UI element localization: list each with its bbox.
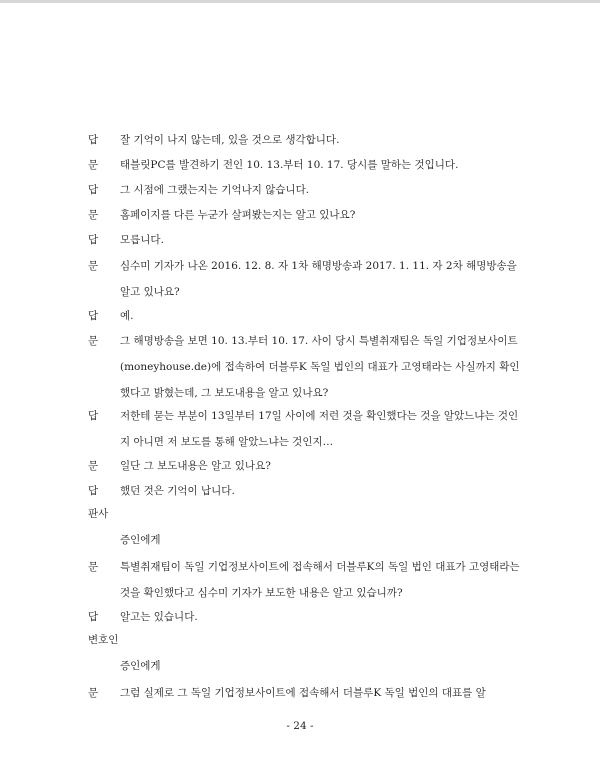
qa-line [88,253,528,305]
qa-line [88,453,528,479]
qa-text: 그 시점에 그랬는지는 기억나지 않습니다. [120,184,310,196]
qa-text: 모릅니다. [120,234,164,246]
qa-role: 문 [88,561,99,573]
qa-text: 그럼 실제로 그 독일 기업정보사이트에 접속해서 더블루K 독일 법인의 대표를 알 [120,687,486,699]
judge-addressee: 증인에게 [120,534,161,546]
qa-text: 심수미 기자가 나온 2016. 12. 8. 자 1차 해명방송과 2017. 1. 11. 자 2차 해명방송을 알고 있나요? [120,260,517,298]
qa-role: 답 [88,234,99,246]
qa-text: 알고는 있습니다. [120,611,198,623]
qa-text: 했던 것은 기억이 납니다. [120,485,235,497]
qa-text: 잘 기억이 나지 않는데, 있을 것으로 생각합니다. [120,134,340,146]
qa-line [88,403,528,455]
qa-line [88,604,528,630]
qa-role: 답 [88,611,99,623]
qa-role: 답 [88,310,99,322]
judge-heading: 판사 [88,508,109,520]
scan-top-edge [0,0,600,3]
qa-text: 특별취재팀이 독일 기업정보사이트에 접속해서 더블루K의 독일 법인 대표가 고영태라는 것을 확인했다고 심수미 기자가 보도한 내용은 알고 있습니까? [120,561,520,599]
qa-line [88,478,528,504]
qa-role: 답 [88,485,99,497]
qa-line [88,554,528,606]
qa-line [88,303,528,329]
qa-line [88,680,528,706]
lawyer-addressee: 증인에게 [120,660,161,672]
qa-text: 그 해명방송을 보면 10. 13.부터 10. 17. 사이 당시 특별취재팀은 독일 기업정보사이트(moneyhouse.de)에 접속하여 더블루K 독일 법인의 대표가 고영태라는 사실까지 확인했다고 밝혔는데, 그 보도내용을 알고 있나요? [120,335,520,399]
qa-line [88,227,528,253]
qa-text: 홈페이지를 다른 누군가 살펴봤는지는 알고 있나요? [120,209,356,221]
lawyer-heading: 변호인 [88,634,119,646]
qa-line [88,177,528,203]
qa-text: 저한테 묻는 부분이 13일부터 17일 사이에 저런 것을 확인했다는 것을 알았느냐는 것인지 아니면 저 보도를 통해 알았느냐는 것인지… [120,410,519,448]
qa-line [88,202,528,228]
qa-role: 답 [88,410,99,422]
qa-role: 답 [88,184,99,196]
qa-text: 예. [120,310,134,322]
qa-role: 문 [88,260,99,272]
qa-line [88,328,528,406]
qa-role: 문 [88,209,99,221]
qa-text: 태블릿PC를 발견하기 전인 10. 13.부터 10. 17. 당시를 말하는 것입니다. [120,159,459,171]
qa-line [88,152,528,178]
qa-role: 문 [88,335,99,347]
qa-line [88,127,528,153]
qa-role: 문 [88,460,99,472]
qa-text: 일단 그 보도내용은 알고 있나요? [120,460,271,472]
qa-role: 답 [88,134,99,146]
qa-role: 문 [88,159,99,171]
qa-role: 문 [88,687,99,699]
page-number: - 24 - [286,720,314,732]
